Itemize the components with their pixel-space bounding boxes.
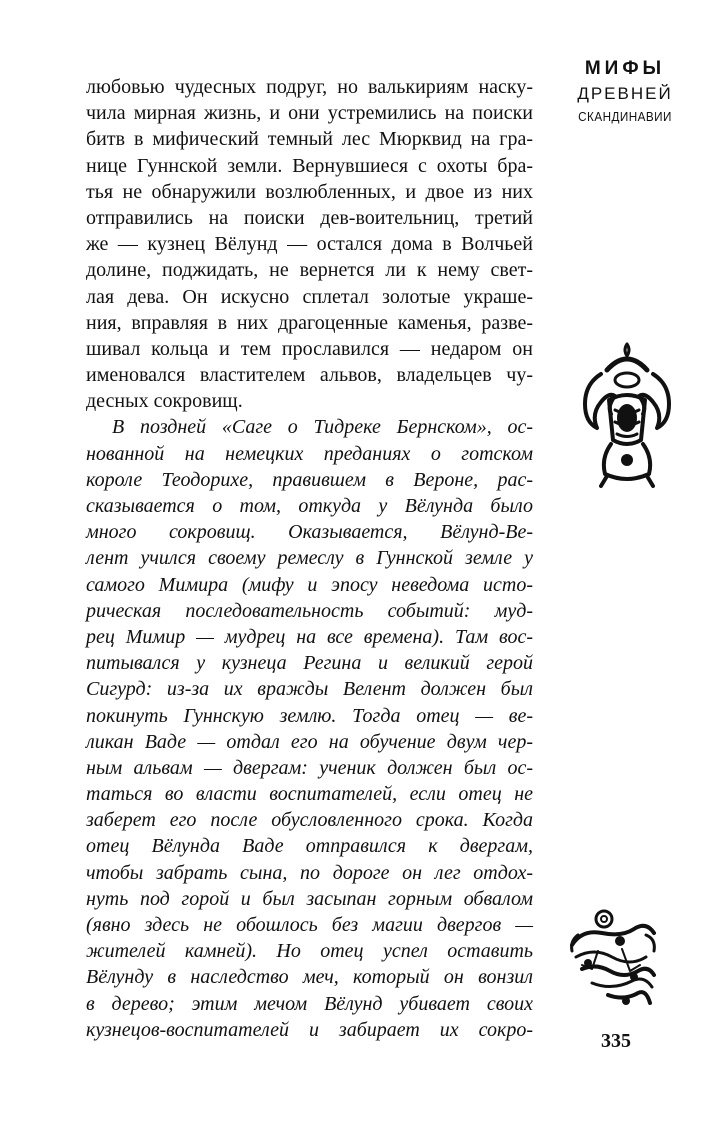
text-line: много сокровищ. Оказывается, Вёлунд-Ве-	[86, 521, 533, 544]
text-line: в дерево; этим мечом Вёлунд убивает своих	[86, 992, 533, 1015]
text-line: шивал кольца и тем прославился — недаром он	[86, 337, 533, 360]
page-number: 335	[601, 1030, 631, 1052]
text-line: битв в мифический темный лес Мюрквид на гра-	[86, 128, 533, 151]
body-text	[86, 74, 533, 1043]
text-line: заберет его после обусловленного срока. Когда	[86, 809, 533, 832]
text-line: сказывается о том, откуда у Вёлунда было	[86, 495, 533, 517]
text-line: жителей камней). Но отец успел оставить	[86, 940, 533, 963]
text-line: же — кузнец Вёлунд — остался дома в Волчьей	[86, 233, 533, 256]
text-line: отец Вёлунда Ваде отправился к двергам,	[86, 835, 533, 858]
text-line: кузнецов-воспитателей и забирает их сокро-	[86, 1018, 533, 1041]
text-line: ликан Ваде — отдал его на обучение двум чер-	[86, 730, 533, 753]
text-line: отправились на поиски дев-воительниц, третий	[86, 206, 533, 229]
text-line: Вёлунду в наследство меч, который он вонзил	[86, 966, 533, 989]
header-title-line2: ДРЕВНЕЙ	[577, 84, 673, 103]
text-line: именовался властителем альвов, владельцев чу-	[86, 364, 533, 387]
text-line: чила мирная жизнь, и они устремились на поиски	[86, 102, 533, 125]
paragraph-1	[86, 74, 533, 414]
text-line: самого Мимира (мифу и эпосу неведома исто-	[86, 573, 533, 596]
running-header	[570, 56, 680, 128]
text-line: нуть под горой и был засыпан горным обвалом	[86, 887, 533, 910]
text-line: Сигурд: из-за их вражды Велент должен был	[86, 678, 533, 701]
text-line: ным альвам — двергам: ученик должен был ос-	[86, 756, 533, 779]
zoomorphic-ornament-icon	[562, 905, 664, 1013]
text-line: рическая последовательность событий: муд-	[86, 599, 533, 622]
text-line: питывался у кузнеца Регина и великий герой	[86, 652, 533, 675]
text-line: тья не обнаружили возлюбленных, и двое из них	[86, 180, 533, 203]
text-line: долине, поджидать, не вернется ли к нему свет-	[86, 259, 533, 282]
text-line: нованной на немецких преданиях о готском	[86, 442, 533, 465]
header-title-line3: СКАНДИНАВИИ	[578, 109, 672, 124]
text-line: чтобы забрать сына, по дороге он лег отдох-	[86, 861, 533, 884]
paragraph-2	[86, 414, 533, 1043]
text-line: таться во власти воспитателей, если отец не	[86, 783, 533, 806]
text-line: покинуть Гуннскую землю. Тогда отец — ве-	[86, 704, 533, 727]
amulet-ornament-icon	[579, 340, 675, 490]
text-line: (явно здесь не обошлось без магии двергов —	[86, 914, 533, 936]
text-line: нице Гуннской земли. Вернувшиеся с охоты бра-	[86, 154, 533, 177]
text-line: ния, вправляя в них драгоценные каменья, разве-	[86, 311, 533, 334]
text-line: рец Мимир — мудрец на все времена). Там вос-	[86, 625, 533, 648]
text-line: любовью чудесных подруг, но валькириям наску-	[86, 76, 533, 98]
text-line: десных сокровищ.	[86, 390, 243, 413]
text-line: лент учился своему ремеслу в Гуннской земле у	[86, 547, 533, 570]
text-line: короле Теодорихе, правившем в Вероне, рас-	[86, 468, 533, 491]
text-line: В поздней «Саге о Тидреке Бернском», ос-	[112, 416, 533, 439]
text-line: лая дева. Он искусно сплетал золотые украше-	[86, 285, 533, 308]
header-title-line1: МИФЫ	[584, 58, 666, 79]
